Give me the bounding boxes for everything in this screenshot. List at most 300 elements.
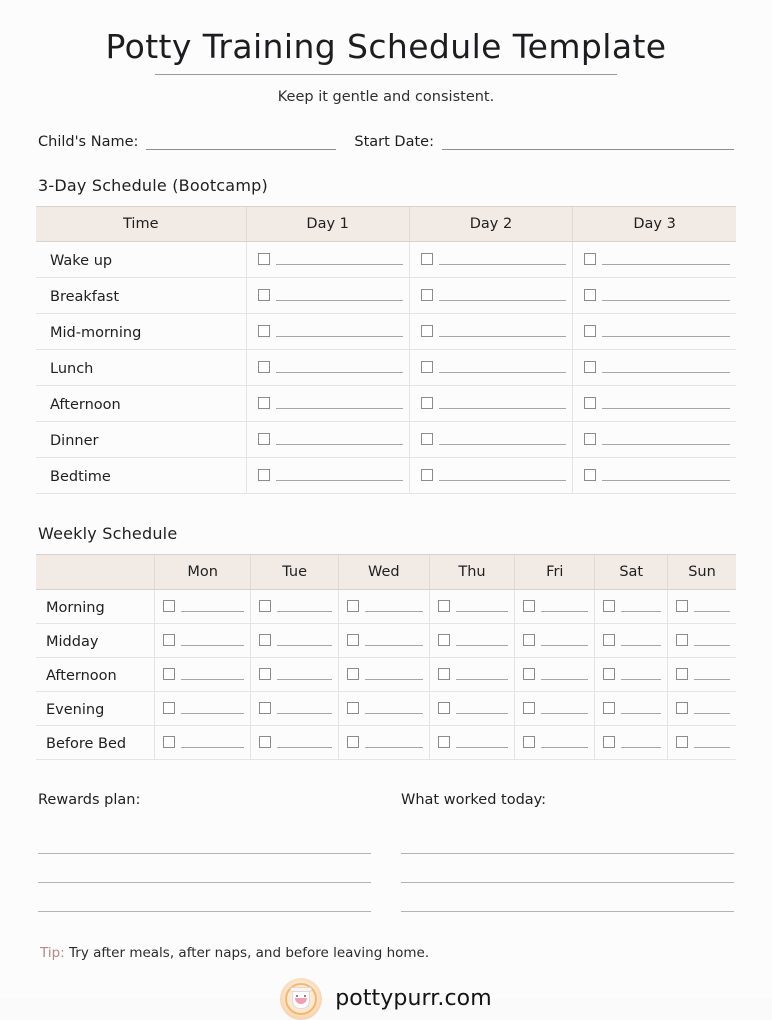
row-label-cell [36,691,155,725]
write-line[interactable] [181,634,244,646]
cell-content [595,702,667,714]
checkbox-icon[interactable] [584,469,596,481]
weekly-cell[interactable] [595,657,668,691]
cell-content [155,736,250,748]
cell-content [410,361,572,373]
write-line[interactable] [602,397,730,409]
write-line[interactable] [694,736,730,748]
cell-content [251,702,338,714]
checkbox-icon[interactable] [347,702,359,714]
table-row [36,691,736,725]
write-line[interactable] [276,361,403,373]
three-day-col-time: Time [36,206,246,241]
write-line[interactable] [439,469,566,481]
weekly-cell[interactable] [338,657,429,691]
start-date-label: Start Date: [354,134,434,151]
cell-content [410,433,572,445]
row-label-cell [36,421,246,457]
cell-content [595,736,667,748]
checkbox-icon[interactable] [258,361,270,373]
weekly-col-sun: Sun [668,554,736,589]
write-line[interactable] [621,600,661,612]
row-label-cell [36,657,155,691]
weekly-cell[interactable] [251,657,339,691]
weekly-cell[interactable] [595,623,668,657]
checkbox-icon[interactable] [438,736,450,748]
weekly-col-sat: Sat [595,554,668,589]
cell-content [430,702,514,714]
three-day-cell[interactable] [573,349,736,385]
write-line[interactable] [365,600,423,612]
weekly-col-blank [36,554,155,589]
weekly-cell[interactable] [515,691,595,725]
checkbox-icon[interactable] [421,433,433,445]
row-label: Breakfast [50,288,120,305]
write-line[interactable] [456,634,508,646]
weekly-body [36,589,736,759]
checkbox-icon[interactable] [421,325,433,337]
weekly-cell[interactable] [429,623,514,657]
three-day-cell[interactable] [409,313,572,349]
cell-content [251,668,338,680]
cell-content [668,668,736,680]
write-line[interactable] [694,668,730,680]
what-worked-lines[interactable] [401,825,734,912]
weekly-cell[interactable] [668,589,736,623]
checkbox-icon[interactable] [421,253,433,265]
row-label: Mid-morning [50,324,142,341]
write-line[interactable] [439,253,566,265]
weekly-cell[interactable] [515,623,595,657]
row-label-cell [36,349,246,385]
three-day-cell[interactable] [246,349,409,385]
checkbox-icon[interactable] [676,668,688,680]
write-line[interactable] [276,397,403,409]
write-line[interactable] [602,469,730,481]
checkbox-icon[interactable] [259,736,271,748]
checkbox-icon[interactable] [347,634,359,646]
rewards-plan-label: Rewards plan: [38,791,141,808]
cell-content [573,469,736,481]
cell-content [595,600,667,612]
weekly-cell[interactable] [338,691,429,725]
weekly-col-thu: Thu [429,554,514,589]
cell-content [668,702,736,714]
checkbox-icon[interactable] [258,469,270,481]
checkbox-icon[interactable] [523,634,535,646]
write-line[interactable] [277,736,332,748]
write-line[interactable] [541,668,588,680]
three-day-cell[interactable] [573,313,736,349]
three-day-cell[interactable] [246,277,409,313]
three-day-cell[interactable] [409,421,572,457]
cell-content [247,361,409,373]
weekly-cell[interactable] [155,657,251,691]
cell-content [155,702,250,714]
row-label: Afternoon [46,667,117,684]
three-day-cell[interactable] [573,241,736,277]
note-write-line[interactable] [38,825,371,854]
row-label-cell [36,725,155,759]
rewards-plan-lines[interactable] [38,825,371,912]
cell-content [515,702,594,714]
cell-content [410,325,572,337]
weekly-cell[interactable] [515,725,595,759]
cell-content [515,634,594,646]
write-line[interactable] [541,702,588,714]
three-day-col-day3: Day 3 [573,206,736,241]
checkbox-icon[interactable] [259,668,271,680]
write-line[interactable] [694,634,730,646]
checkbox-icon[interactable] [259,702,271,714]
cell-content [339,600,429,612]
brand-name: pottypurr.com [335,986,492,1012]
row-label: Morning [46,599,105,616]
checkbox-icon[interactable] [603,634,615,646]
three-day-cell[interactable] [573,385,736,421]
weekly-cell[interactable] [338,589,429,623]
table-row [36,313,736,349]
write-line[interactable] [276,325,403,337]
logo-eye-left [296,995,298,997]
tip-label: Tip: [40,944,65,961]
row-label-cell [36,457,246,493]
write-line[interactable] [621,736,661,748]
checkbox-icon[interactable] [258,253,270,265]
three-day-col-day2: Day 2 [409,206,572,241]
write-line[interactable] [181,702,244,714]
logo-eye-right [304,995,306,997]
write-line[interactable] [365,736,423,748]
weekly-cell[interactable] [668,623,736,657]
three-day-col-day1: Day 1 [246,206,409,241]
cell-content [247,289,409,301]
write-line[interactable] [277,668,332,680]
weekly-col-tue: Tue [251,554,339,589]
start-date-field[interactable] [354,135,734,150]
three-day-cell[interactable] [246,457,409,493]
cell-content [155,600,250,612]
write-line[interactable] [541,600,588,612]
checkbox-icon[interactable] [523,668,535,680]
cell-content [251,600,338,612]
weekly-heading: Weekly Schedule [38,523,178,543]
note-write-line[interactable] [401,854,734,883]
checkbox-icon[interactable] [438,668,450,680]
weekly-col-mon: Mon [155,554,251,589]
weekly-cell[interactable] [429,691,514,725]
table-row [36,241,736,277]
cell-content [573,361,736,373]
write-line[interactable] [602,433,730,445]
cell-content [247,397,409,409]
checkbox-icon[interactable] [676,736,688,748]
cell-content [410,469,572,481]
cell-content [251,736,338,748]
cell-content [573,253,736,265]
weekly-cell[interactable] [338,725,429,759]
write-line[interactable] [365,634,423,646]
write-line[interactable] [621,668,661,680]
checkbox-icon[interactable] [523,736,535,748]
row-label-cell [36,589,155,623]
three-day-cell[interactable] [409,457,572,493]
write-line[interactable] [602,253,730,265]
write-line[interactable] [277,600,332,612]
cell-content [573,433,736,445]
write-line[interactable] [439,325,566,337]
cell-content [410,397,572,409]
weekly-cell[interactable] [338,623,429,657]
cell-content [247,325,409,337]
weekly-cell[interactable] [595,691,668,725]
three-day-cell[interactable] [246,313,409,349]
table-row [36,657,736,691]
weekly-header-row [36,554,736,589]
checkbox-icon[interactable] [584,325,596,337]
three-day-heading: 3-Day Schedule (Bootcamp) [38,175,268,195]
weekly-cell[interactable] [155,589,251,623]
table-row [36,457,736,493]
three-day-cell[interactable] [409,349,572,385]
what-worked-section [401,792,734,912]
cell-content [515,600,594,612]
child-name-input[interactable] [146,136,336,150]
weekly-cell[interactable] [251,725,339,759]
checkbox-icon[interactable] [258,433,270,445]
note-write-line[interactable] [401,883,734,912]
checkbox-icon[interactable] [438,702,450,714]
cell-content [247,433,409,445]
write-line[interactable] [365,702,423,714]
checkbox-icon[interactable] [163,634,175,646]
cell-content [515,668,594,680]
row-label-cell [36,623,155,657]
weekly-cell[interactable] [429,589,514,623]
row-label: Before Bed [46,735,127,752]
write-line[interactable] [694,600,730,612]
write-line[interactable] [181,600,244,612]
write-line[interactable] [456,736,508,748]
write-line[interactable] [439,289,566,301]
checkbox-icon[interactable] [584,433,596,445]
cell-content [573,289,736,301]
write-line[interactable] [181,736,244,748]
weekly-cell[interactable] [251,691,339,725]
three-day-body [36,241,736,493]
identity-row [36,135,736,150]
three-day-cell[interactable] [409,277,572,313]
cell-content [247,469,409,481]
write-line[interactable] [276,289,403,301]
cell-content [339,702,429,714]
checkbox-icon[interactable] [603,600,615,612]
note-write-line[interactable] [38,854,371,883]
checkbox-icon[interactable] [421,397,433,409]
checkbox-icon[interactable] [163,702,175,714]
checkbox-icon[interactable] [163,736,175,748]
cell-content [595,634,667,646]
cell-content [573,397,736,409]
write-line[interactable] [541,736,588,748]
three-day-cell[interactable] [409,241,572,277]
checkbox-icon[interactable] [347,600,359,612]
checkbox-icon[interactable] [584,253,596,265]
write-line[interactable] [541,634,588,646]
checkbox-icon[interactable] [584,289,596,301]
write-line[interactable] [181,668,244,680]
checkbox-icon[interactable] [421,361,433,373]
checkbox-icon[interactable] [676,702,688,714]
cell-content [430,600,514,612]
title-divider [155,74,617,75]
write-line[interactable] [456,668,508,680]
table-row [36,589,736,623]
write-line[interactable] [277,702,332,714]
write-line[interactable] [456,702,508,714]
three-day-cell[interactable] [246,421,409,457]
weekly-cell[interactable] [429,657,514,691]
cell-content [515,736,594,748]
weekly-col-fri: Fri [515,554,595,589]
checkbox-icon[interactable] [603,668,615,680]
page-subtitle: Keep it gentle and consistent. [277,89,495,106]
checkbox-icon[interactable] [603,702,615,714]
row-label-cell [36,277,246,313]
three-day-cell[interactable] [246,241,409,277]
weekly-cell[interactable] [668,657,736,691]
notes-row [36,792,736,912]
table-row [36,725,736,759]
row-label: Dinner [50,432,99,449]
child-name-field[interactable] [38,135,336,150]
checkbox-icon[interactable] [258,325,270,337]
write-line[interactable] [602,361,730,373]
weekly-cell[interactable] [668,691,736,725]
write-line[interactable] [439,433,566,445]
weekly-cell[interactable] [155,725,251,759]
checkbox-icon[interactable] [347,668,359,680]
three-day-cell[interactable] [573,277,736,313]
checkbox-icon[interactable] [259,634,271,646]
write-line[interactable] [602,325,730,337]
write-line[interactable] [276,469,403,481]
row-label: Bedtime [50,468,111,485]
three-day-table [36,206,736,494]
checkbox-icon[interactable] [676,600,688,612]
checkbox-icon[interactable] [421,289,433,301]
three-day-cell[interactable] [573,457,736,493]
three-day-cell[interactable] [246,385,409,421]
tip-text: Try after meals, after naps, and before leaving home. [69,944,430,961]
table-row [36,421,736,457]
checkbox-icon[interactable] [438,634,450,646]
cell-content [430,736,514,748]
checkbox-icon[interactable] [438,600,450,612]
row-label: Evening [46,701,105,718]
checkbox-icon[interactable] [421,469,433,481]
checkbox-icon[interactable] [163,668,175,680]
weekly-cell[interactable] [595,725,668,759]
checkbox-icon[interactable] [676,634,688,646]
rewards-plan-section [38,792,371,912]
weekly-cell[interactable] [251,623,339,657]
write-line[interactable] [602,289,730,301]
cell-content [668,736,736,748]
checkbox-icon[interactable] [258,289,270,301]
write-line[interactable] [365,668,423,680]
row-label: Midday [46,633,99,650]
cell-content [668,600,736,612]
cell-content [155,668,250,680]
three-day-cell[interactable] [573,421,736,457]
weekly-cell[interactable] [515,589,595,623]
weekly-table [36,554,736,760]
weekly-cell[interactable] [595,589,668,623]
checkbox-icon[interactable] [584,361,596,373]
checkbox-icon[interactable] [258,397,270,409]
checkbox-icon[interactable] [603,736,615,748]
write-line[interactable] [621,634,661,646]
checkbox-icon[interactable] [163,600,175,612]
write-line[interactable] [456,600,508,612]
cell-content [339,634,429,646]
checkbox-icon[interactable] [523,702,535,714]
row-label: Wake up [50,252,113,269]
write-line[interactable] [621,702,661,714]
write-line[interactable] [276,253,403,265]
three-day-header-row [36,206,736,241]
write-line[interactable] [276,433,403,445]
row-label-cell [36,241,246,277]
write-line[interactable] [277,634,332,646]
weekly-cell[interactable] [515,657,595,691]
start-date-input[interactable] [442,136,734,150]
cell-content [339,668,429,680]
cell-content [595,668,667,680]
note-write-line[interactable] [401,825,734,854]
what-worked-label: What worked today: [401,791,547,808]
row-label-cell [36,313,246,349]
weekly-cell[interactable] [429,725,514,759]
table-row [36,349,736,385]
checkbox-icon[interactable] [347,736,359,748]
write-line[interactable] [439,361,566,373]
three-day-cell[interactable] [409,385,572,421]
weekly-cell[interactable] [155,623,251,657]
cell-content [668,634,736,646]
checkbox-icon[interactable] [259,600,271,612]
child-name-label: Child's Name: [38,134,139,151]
table-row [36,277,736,313]
tip-note [36,945,736,961]
cell-content [251,634,338,646]
cell-content [573,325,736,337]
checkbox-icon[interactable] [523,600,535,612]
note-write-line[interactable] [38,883,371,912]
checkbox-icon[interactable] [584,397,596,409]
weekly-cell[interactable] [251,589,339,623]
weekly-cell[interactable] [668,725,736,759]
cell-content [430,634,514,646]
weekly-cell[interactable] [155,691,251,725]
page-title: Potty Training Schedule Template [105,27,667,66]
cell-content [247,253,409,265]
cell-content [155,634,250,646]
write-line[interactable] [439,397,566,409]
write-line[interactable] [694,702,730,714]
cell-content [410,289,572,301]
